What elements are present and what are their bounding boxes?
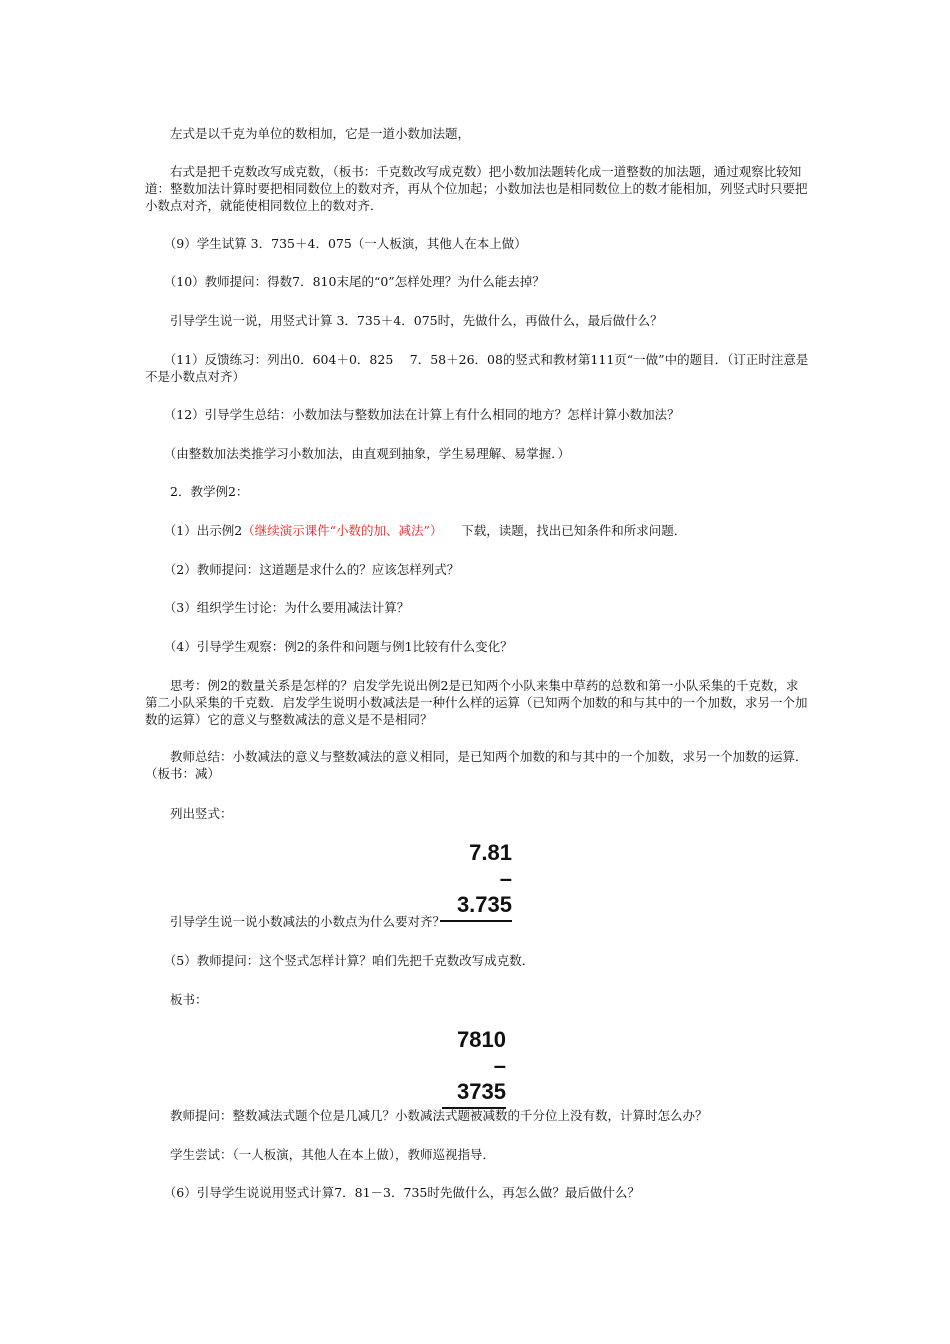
paragraph-step-2: （2）教师提问：这道题是求什么的？应该怎样列式？ bbox=[145, 562, 460, 577]
paragraph-step-12: （12）引导学生总结：小数加法与整数加法在计算上有什么相同的地方？怎样计算小数加法？ bbox=[145, 407, 680, 422]
paragraph-teacher-question: 教师提问：整数减法式题个位是几减几？小数减法式题被减数的千分位上没有数，计算时怎么办？ bbox=[145, 1108, 708, 1123]
step-1-prefix: （1）出示例2 bbox=[145, 523, 243, 538]
paragraph-left-expression: 左式是以千克为单位的数相加，它是一道小数加法题， bbox=[145, 126, 471, 141]
paragraph-student-attempt: 学生尝试：（一人板演，其他人在本上做），教师巡视指导． bbox=[145, 1147, 496, 1162]
paragraph-thinking: 思考：例2的数量关系是怎样的？启发学先说出例2是已知两个小队来集中草药的总数和第一小队采集的千克数，求第二小队采集的千克数．启发学生说明小数减法是一种什么样的运算（已知两个加数的和与其中的一个加数，求另一个加数的运算）它的意义与整数减法的意义是不是相同？ bbox=[145, 678, 808, 727]
paragraph-teacher-summary: 教师总结：小数减法的意义与整数减法的意义相同，是已知两个加数的和与其中的一个加数，求另一个加数的运算．（板书：减） bbox=[145, 749, 808, 781]
calc-subtrahend: – 3735 bbox=[457, 1053, 506, 1104]
paragraph-step-1-example-2 bbox=[145, 522, 810, 539]
paragraph-step-9: （9）学生试算 3．735＋4．075（一人板演，其他人在本上做） bbox=[145, 236, 527, 251]
section-heading-example-2: 2．教学例2： bbox=[145, 484, 249, 499]
paragraph-step-4: （4）引导学生观察：例2的条件和问题与例1比较有什么变化？ bbox=[145, 639, 513, 654]
paragraph-guide-addition: 引导学生说一说，用竖式计算 3．735＋4．075时，先做什么，再做什么，最后做什么？ bbox=[145, 313, 663, 328]
calc-minuend: 7.81 bbox=[469, 840, 512, 865]
paragraph-step-3: （3）组织学生讨论：为什么要用减法计算？ bbox=[145, 600, 410, 615]
calc-minuend: 7810 bbox=[457, 1027, 506, 1052]
step-1-suffix: 下载，读题，找出已知条件和所求问题． bbox=[436, 523, 687, 538]
vertical-calculation-integer bbox=[442, 1027, 506, 1109]
paragraph-step-6: （6）引导学生说说用竖式计算7．81－3．735时先做什么，再怎么做？最后做什么？ bbox=[145, 1185, 640, 1200]
vertical-calculation-decimal bbox=[440, 840, 512, 922]
paragraph-vertical-intro: 列出竖式： bbox=[145, 806, 233, 821]
paragraph-align-question: 引导学生说一说小数减法的小数点为什么要对齐？ bbox=[145, 914, 446, 929]
paragraph-step-11: （11）反馈练习：列出0．604＋0．825 7．58＋26．08的竖式和教材第111页“一做”中的题目．（订正时注意是不是小数点对齐） bbox=[145, 352, 809, 384]
paragraph-step-10: （10）教师提问：得数7．810末尾的“0”怎样处理？为什么能去掉？ bbox=[145, 274, 545, 289]
paragraph-board-label: 板书： bbox=[145, 992, 208, 1007]
calc-subtrahend: – 3.735 bbox=[456, 866, 512, 917]
paragraph-analogy-note: （由整数加法类推学习小数加法，由直观到抽象，学生易理解、易掌握．） bbox=[145, 446, 571, 461]
courseware-highlight: （继续演示课件“小数的加、减法”） bbox=[242, 523, 437, 538]
paragraph-step-5: （5）教师提问：这个竖式怎样计算？咱们先把千克数改写成克数． bbox=[145, 953, 535, 968]
paragraph-right-expression: 右式是把千克数改写成克数，（板书：千克数改写成克数）把小数加法题转化成一道整数的加法题，通过观察比较知道：整数加法计算时要把相同数位上的数对齐，再从个位加起；小数加法也是相同数位上的数才能相加，列竖式时只要把小数点对齐，就能使相同数位上的数对齐． bbox=[145, 164, 808, 213]
